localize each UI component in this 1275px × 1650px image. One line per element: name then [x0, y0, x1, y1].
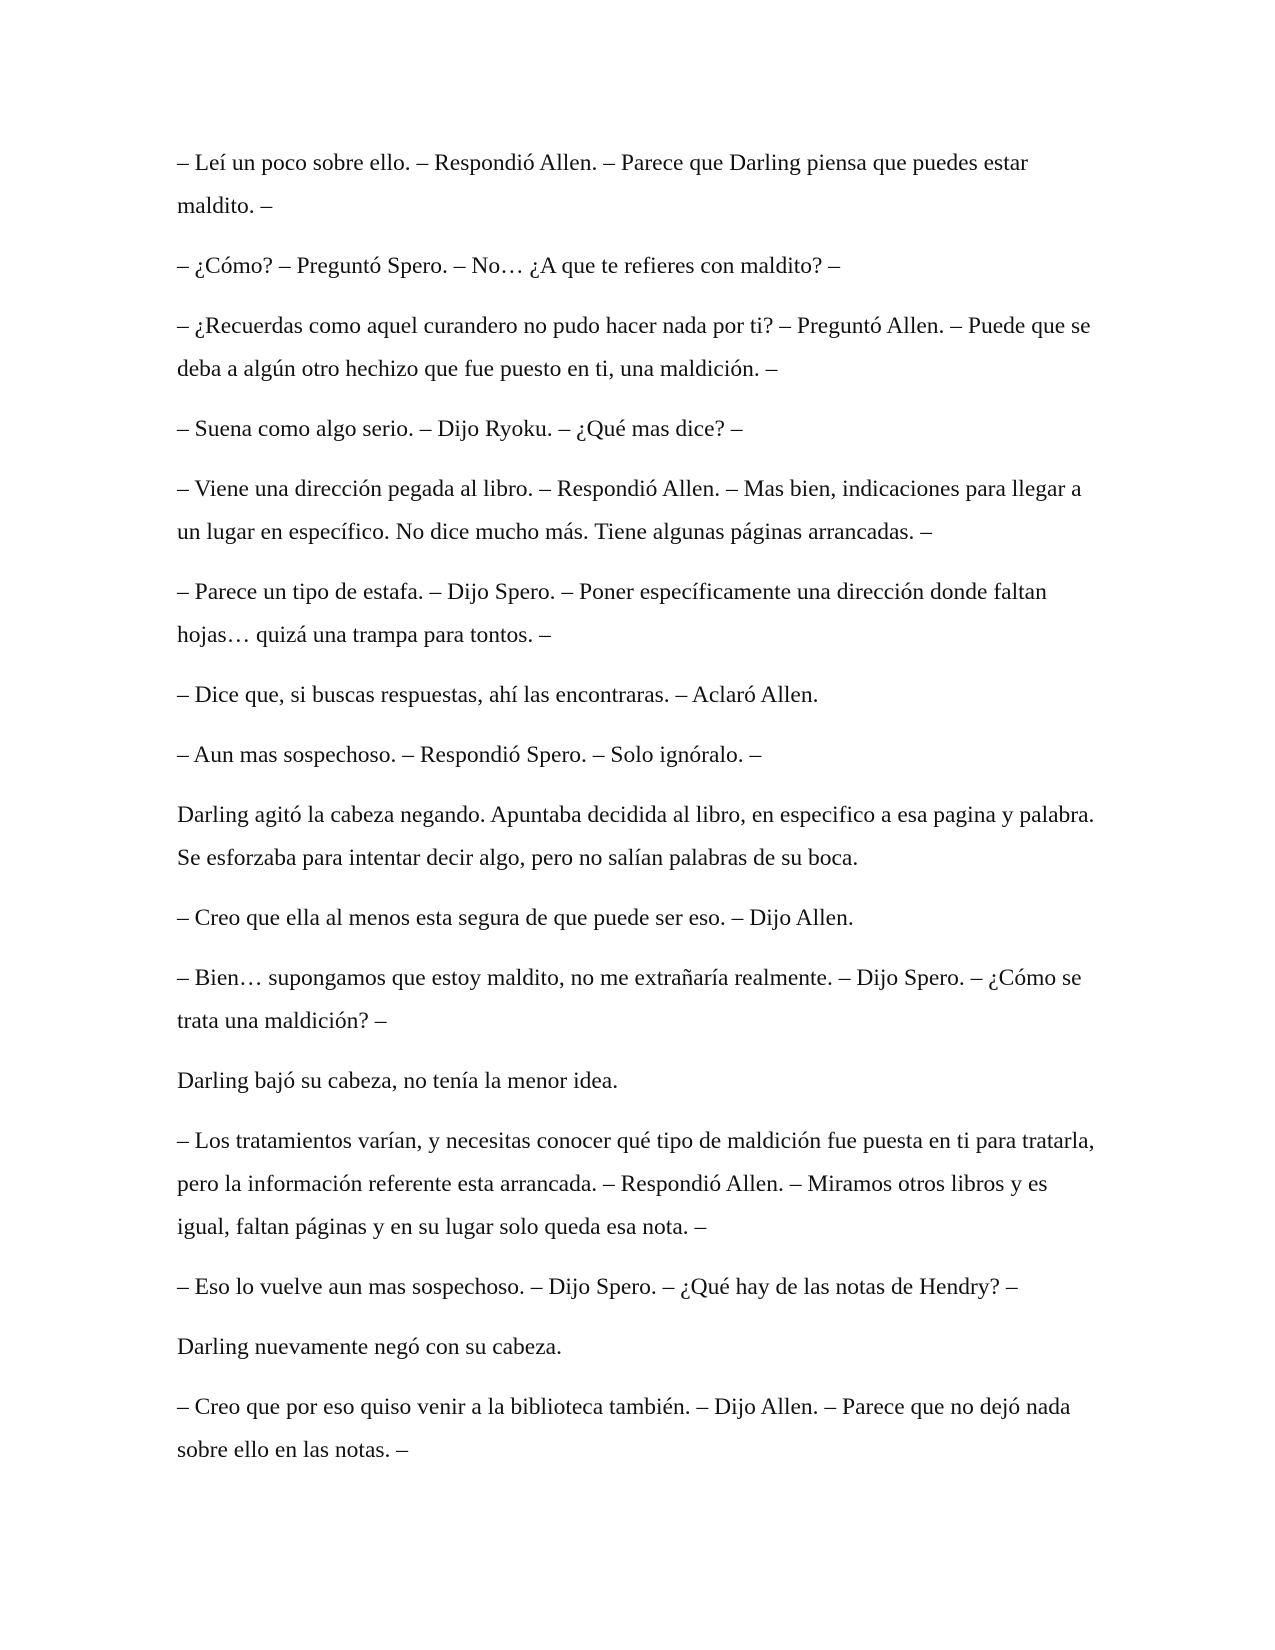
paragraph: – Eso lo vuelve aun mas sospechoso. – Dijo Spero. – ¿Qué hay de las notas de Hendry? – — [177, 1274, 1018, 1300]
paragraph: – Bien… supongamos que estoy maldito, no me extrañaría realmente. – Dijo Spero. – ¿Cómo se trata una maldición? – — [177, 965, 1082, 1034]
paragraph: – Viene una dirección pegada al libro. – Respondió Allen. – Mas bien, indicaciones para llegar a un lugar en específico. No dice mucho más. Tiene algunas páginas arrancadas. – — [177, 476, 1082, 545]
paragraph: – Leí un poco sobre ello. – Respondió Allen. – Parece que Darling piensa que puedes estar maldito. – — [177, 150, 1028, 219]
paragraph: – ¿Cómo? – Preguntó Spero. – No… ¿A que te refieres con maldito? – — [177, 253, 841, 279]
document-body — [177, 142, 1097, 1489]
paragraph: – ¿Recuerdas como aquel curandero no pudo hacer nada por ti? – Preguntó Allen. – Puede que se deba a algún otro hechizo que fue puesto en ti, una maldición. – — [177, 313, 1091, 382]
paragraph: – Creo que por eso quiso venir a la biblioteca también. – Dijo Allen. – Parece que no dejó nada sobre ello en las notas. – — [177, 1394, 1071, 1463]
paragraph: Darling agitó la cabeza negando. Apuntaba decidida al libro, en especifico a esa pagina y palabra. Se esforzaba para intentar decir algo, pero no salían palabras de su boca. — [177, 802, 1095, 871]
paragraph: – Creo que ella al menos esta segura de que puede ser eso. – Dijo Allen. — [177, 905, 854, 931]
paragraph: – Los tratamientos varían, y necesitas conocer qué tipo de maldición fue puesta en ti para tratarla, pero la información referente esta arrancada. – Respondió Allen. – Miramos otros libros y es igual, faltan páginas y en su lugar solo queda esa nota. – — [177, 1128, 1095, 1240]
paragraph: – Parece un tipo de estafa. – Dijo Spero. – Poner específicamente una dirección donde faltan hojas… quizá una trampa para tontos. – — [177, 579, 1047, 648]
paragraph: Darling bajó su cabeza, no tenía la menor idea. — [177, 1068, 619, 1094]
paragraph: Darling nuevamente negó con su cabeza. — [177, 1334, 562, 1360]
paragraph: – Suena como algo serio. – Dijo Ryoku. – ¿Qué mas dice? – — [177, 416, 743, 442]
paragraph: – Aun mas sospechoso. – Respondió Spero. – Solo ignóralo. – — [177, 742, 762, 768]
paragraph: – Dice que, si buscas respuestas, ahí las encontraras. – Aclaró Allen. — [177, 682, 819, 708]
